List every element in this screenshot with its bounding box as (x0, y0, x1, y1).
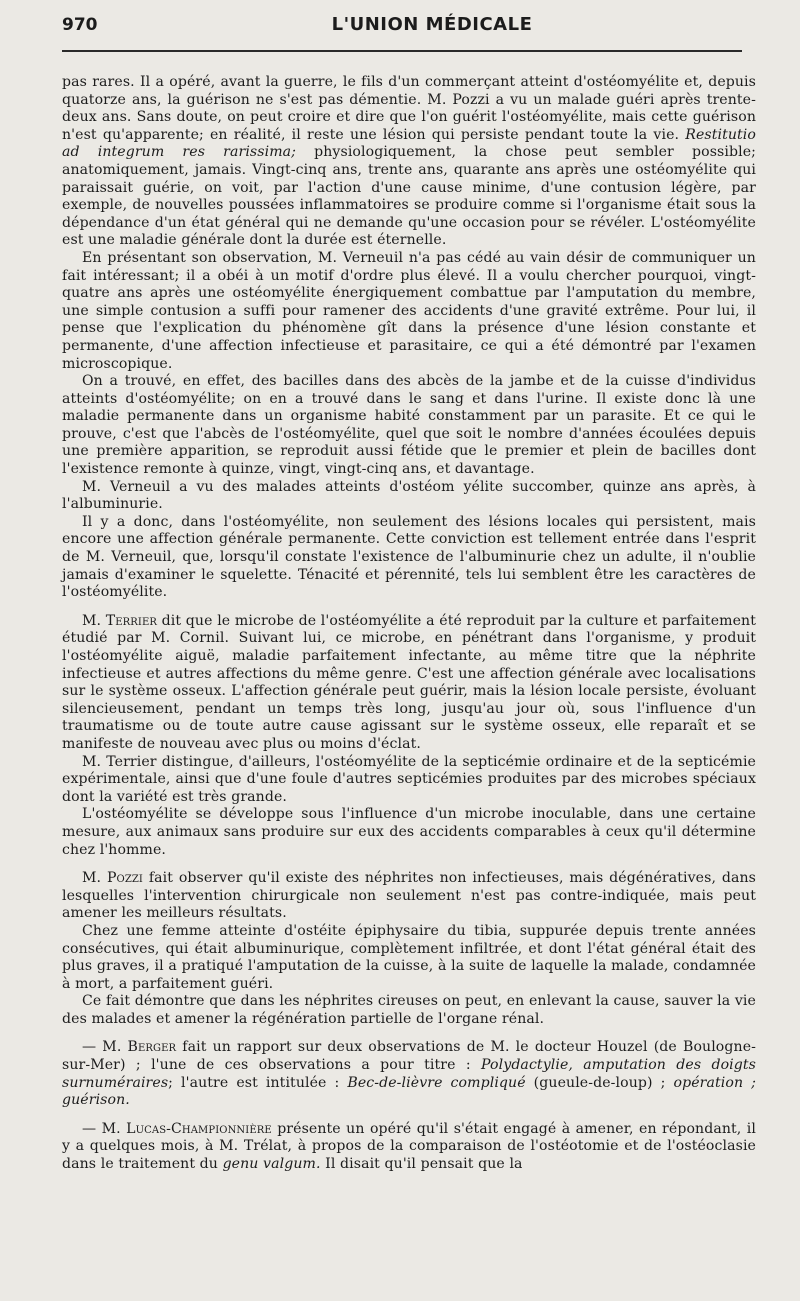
paragraph (62, 1039, 756, 1109)
text-run: M. Terrier distingue, d'ailleurs, l'ostéomyélite de la septicémie ordinaire et de la septicémie expérimentale, ainsi que d'une foule d'autres septicémies produites par des microbes spéciaux dont la variété est très grande. (62, 753, 756, 805)
journal-title: L'UNION MÉDICALE (331, 14, 533, 35)
text-run: En présentant son observation, M. Verneuil n'a pas cédé au vain désir de communiquer un fait intéressant; il a obéi à un motif d'ordre plus élevé. Il a voulu chercher pourquoi, vingt-quatre ans après une ostéomyélite énergiquement combattue par l'amputation du membre, une simple contusion a suffi pour ramener des accidents d'une gravité extrême. Pour lui, il pense que l'explication du phénomène gît dans la présence d'une lésion constante et permanente, d'une affection infectieuse et parasitaire, ce qui a été démontré par l'examen microscopique. (62, 249, 756, 372)
text-run: Il y a donc, dans l'ostéomyélite, non seulement des lésions locales qui persistent, mais encore une affection générale permanente. Cette conviction est tellement entrée dans l'esprit de M. Verneuil, que, lorsqu'il constate l'existence de l'albuminurie chez un adulte, il n'oublie jamais d'examiner le squelette. Ténacité et pérennité, tels lui semblent être les caractères de l'ostéomyélite. (62, 513, 756, 601)
text-run: On a trouvé, en effet, des bacilles dans des abcès de la jambe et de la cuisse d'individus atteints d'ostéomyélite; on en a trouvé dans le sang et dans l'urine. Il existe donc là une maladie permanente dans un organisme habité constamment par un parasite. Et ce qui le prouve, c'est que l'abcès de l'ostéomyélite, quel que soit le nombre d'années écoulées depuis une première apparition, se reproduit aussi fétide que le premier et plein de bacilles dont l'existence remonte à quinze, vingt, vingt-cinq ans, et davantage. (62, 373, 756, 478)
text-run: Ce fait démontre que dans les néphrites cireuses on peut, en enlevant la cause, sauver la vie des malades et amener la régénération partielle de l'organe rénal. (62, 993, 756, 1027)
text-run: fait un rapport sur deux observations de M. le docteur Houzel (de Boulogne-sur-Mer) ; l'une de ces observations a pour titre : (62, 1039, 756, 1074)
text-run: Chez une femme atteinte d'ostéite épiphysaire du tibia, suppurée depuis trente années consécutives, qui était albuminurique, complètement infiltrée, et dont l'état général était des plus graves, il a pratiqué l'amputation de la cuisse, à la suite de laquelle la malade, condamnée à mort, a parfaitement guéri. (62, 922, 756, 992)
paragraph (62, 613, 756, 754)
text-run: dit que le microbe de l'ostéomyélite a été reproduit par la culture et parfaitement étudié par M. Cornil. Suivant lui, ce microbe, en pénétrant dans l'organisme, y produit l'ostéomyélite aiguë, maladie parfaitement infectante, au même titre que la néphrite infectieuse et autres affections du même genre. C'est une affection générale avec localisations sur le système osseux. L'affection générale peut guérir, mais la lésion locale persiste, évoluant silencieusement, pendant un temps très long, jusqu'au jour où, sous l'influence d'un traumatisme ou de toute autre cause agissant sur le système osseux, elle reparaît et se manifeste de nouveau avec plus ou moins d'éclat. (62, 612, 756, 752)
text-run: ; l'autre est intitulée : (168, 1074, 348, 1091)
author-name: Terrier (105, 612, 158, 629)
paragraph (62, 479, 756, 514)
paragraph (62, 1121, 756, 1174)
text-run: pas rares. Il a opéré, avant la guerre, le fils d'un commerçant atteint d'ostéomyélite et, depuis quatorze ans, la guérison ne s'est pas démentie. M. Pozzi a vu un malade guéri après trente-deux ans. Sans doute, on peut croire et dire que l'on guérit l'ostéomyélite, mais cette guérison n'est qu'apparente; en réalité, il reste une lésion qui persiste pendant toute la vie. (62, 74, 756, 143)
italic-text: genu valgum. (222, 1156, 321, 1173)
text-run: Il disait qu'il pensait que la (320, 1156, 523, 1173)
paragraph (62, 923, 756, 993)
italic-text: Polydactylie, amputation des doigts surnuméraires (62, 1057, 756, 1091)
paragraph (62, 806, 756, 859)
paragraph (62, 514, 756, 602)
text-run: M. (82, 870, 107, 887)
text-run: fait observer qu'il existe des néphrites non infectieuses, mais dégénératives, dans lesquelles l'intervention chirurgicale non seulement n'est pas contre-indiquée, mais peut amener les meilleurs résultats. (62, 870, 756, 922)
paragraph (62, 373, 756, 479)
paragraph (62, 754, 756, 807)
paragraph (62, 74, 756, 250)
text-run: M. (82, 612, 106, 629)
text-run: (gueule-de-loup) ; (525, 1074, 674, 1091)
text-run: — M. (82, 1120, 127, 1137)
italic-text: Restitutio ad integrum res rarissima; (62, 126, 756, 161)
paragraph (62, 870, 756, 923)
text-run: M. Verneuil a vu des malades atteints d'ostéom yélite succomber, quinze ans après, à l'albuminurie. (62, 478, 756, 513)
italic-text: opération ; guérison. (62, 1074, 756, 1109)
text-run: L'ostéomyélite se développe sous l'influence d'un microbe inoculable, dans une certaine mesure, aux animaux sans produire sur eux des accidents comparables à ceux qu'il détermine chez l'homme. (62, 806, 756, 858)
text-run: — M. (82, 1039, 128, 1056)
article-body (62, 74, 756, 1174)
author-name: Lucas-Championnière (126, 1120, 272, 1137)
page-number: 970 (62, 15, 98, 35)
author-name: Berger (127, 1039, 177, 1056)
text-run: présente un opéré qu'il s'était engagé à amener, en répondant, il y a quelques mois, à M. Trélat, à propos de la comparaison de l'ostéotomie et de l'ostéoclasie dans le traitement du (62, 1120, 756, 1173)
running-header (62, 14, 742, 52)
paragraph (62, 993, 756, 1028)
author-name: Pozzi (106, 870, 143, 887)
text-run: physiologiquement, la chose peut sembler possible; anatomiquement, jamais. Vingt-cinq ans, trente ans, quarante ans après une ostéomyélite qui paraissait guérie, on voit, par l'action d'une cause minime, d'une contusion légère, par exemple, de nouvelles poussées inflammatoires se produire comme si l'organisme était sous la dépendance d'un état général qui ne demande qu'une occasion pour se révéler. L'ostéomyélite est une maladie générale dont la durée est éternelle. (62, 144, 757, 249)
italic-text: Bec-de-lièvre compliqué (347, 1074, 526, 1091)
paragraph (62, 250, 756, 373)
